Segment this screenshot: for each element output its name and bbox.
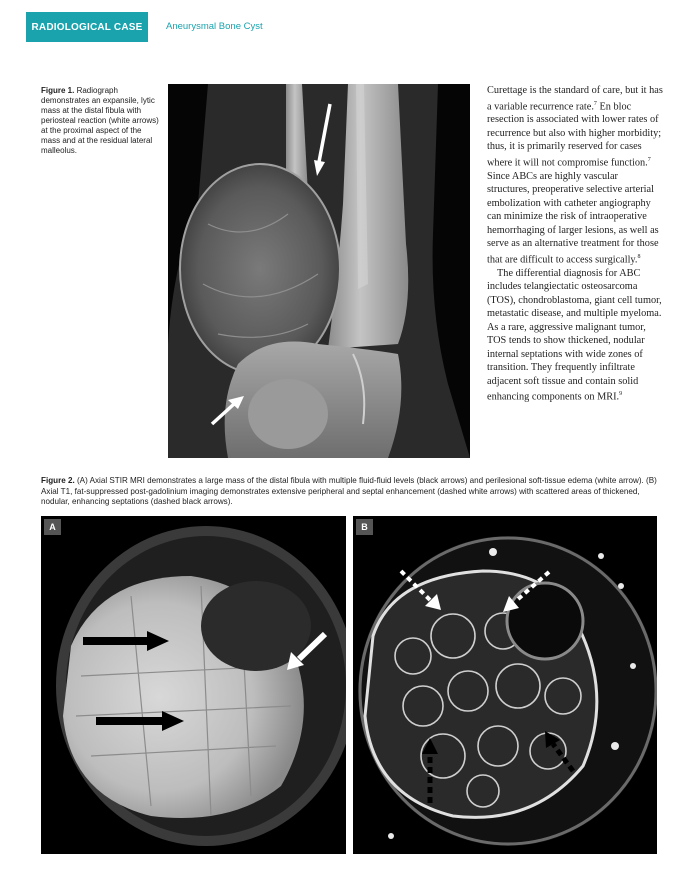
- figure1-caption: [41, 86, 159, 156]
- panel-a-mri-stir: [41, 516, 346, 854]
- section-label: RADIOLOGICAL CASE: [26, 12, 148, 42]
- panel-b-mri-t1: [353, 516, 657, 854]
- figure1-radiograph: [168, 84, 470, 458]
- panel-b-label: B: [356, 519, 373, 535]
- article-title: Aneurysmal Bone Cyst: [166, 21, 263, 32]
- body-text: [487, 84, 663, 404]
- body-paragraph-2: The differential diagnosis for ABC includes telangiectatic osteosarcoma (TOS), chondroblastoma, giant cell tumor, metastatic disease, and multiple myeloma. As a rare, aggressive malignant tumor, TOS tends to show thickened, nodular internal septations with wide zones of transition. They frequently infiltrate adjacent soft tissue and contain solid enhancing components on MRI.$^9$: [487, 267, 662, 403]
- figure2-label: Figure 2.: [41, 476, 75, 485]
- figure2-caption-text: (A) Axial STIR MRI demonstrates a large mass of the distal fibula with multiple fluid-fluid levels (black arrows) and perilesional soft-tissue edema (white arrow). (B) Axial T1, fat-suppressed post-gadolinium imaging demonstrates extensive peripheral and septal enhancement (dashed white arrows) with scattered areas of thickened, nodular, enhancing septations (dashed black arrows).: [41, 476, 657, 506]
- body-paragraph-1: Curettage is the standard of care, but it has a variable recurrence rate.$^7$ En bloc resection is associated with lower rates of recurrence but also with higher morbidity; thus, it is primarily reserved for cases where it will not compromise function.$^7$ Since ABCs are highly vascular structures, preoperative selective arterial embolization with catheter angiography can minimize the risk of intraoperative hemorrhaging of larger lesions, as well as serve as an alternative treatment for those that are difficult to access surgically.$^8$: [487, 85, 663, 266]
- figure1-label: Figure 1.: [41, 86, 75, 95]
- figure1-caption-text: Radiograph demonstrates an expansile, lytic mass at the distal fibula with periosteal reaction (white arrows) at the proximal aspect of the mass and at the residual lateral malleolus.: [41, 86, 159, 155]
- figure2-caption: [41, 476, 661, 508]
- panel-a-label: A: [44, 519, 61, 535]
